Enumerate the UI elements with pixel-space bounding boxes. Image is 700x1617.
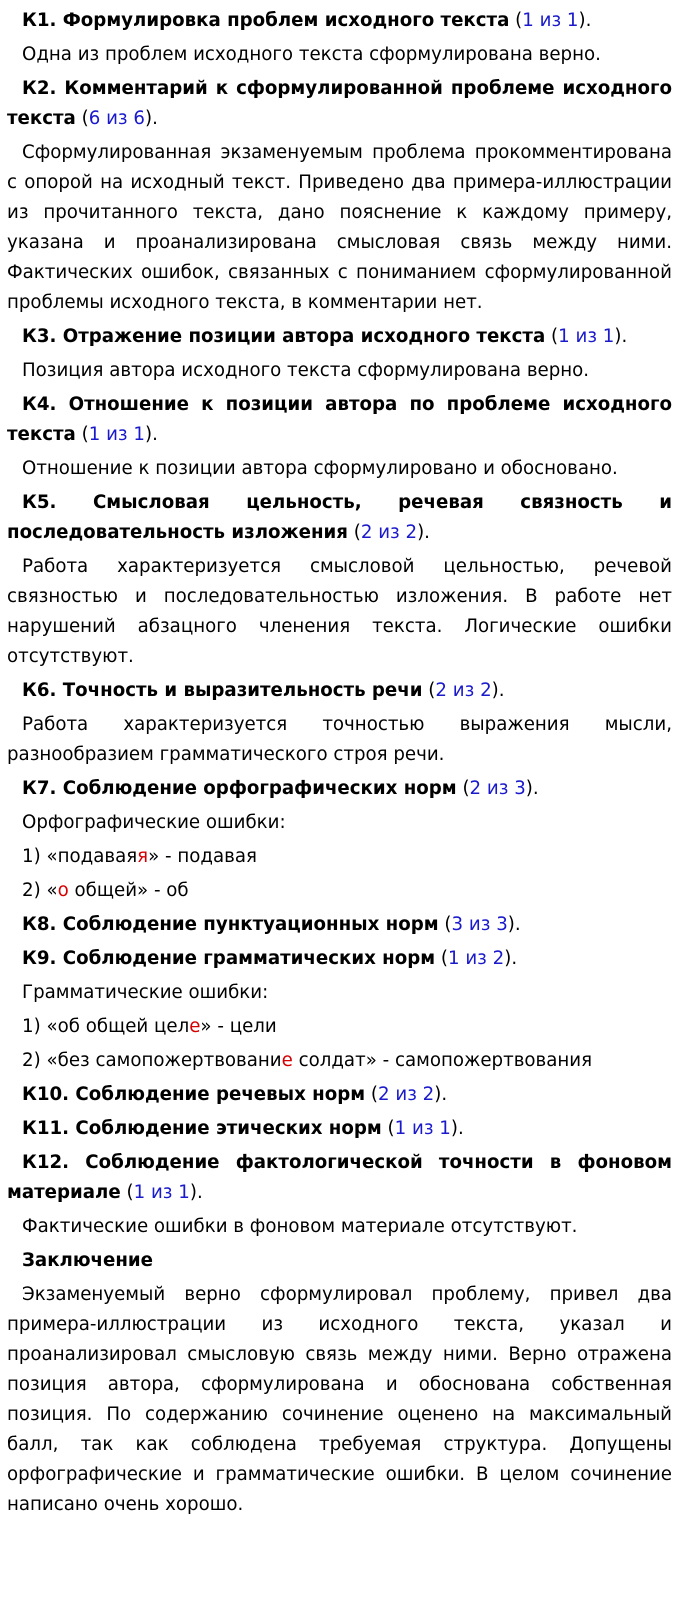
criterion-score: 1 из 1 [522, 10, 579, 31]
criterion-title: К12. Соблюдение фактологической точности в фоновом материале [7, 1152, 672, 1203]
criterion-title: К8. Соблюдение пунктуационных норм [22, 914, 439, 935]
conclusion-text: Экзаменуемый верно сформулировал проблему, привел два примера-иллюстрации из исходного текста, указал и проанализировал смысловую связь между ними. Верно отражена позиция автора, сформулирована и обоснована собственная позиция. По содержанию сочинение оценено на максимальный балл, так как соблюдена требуемая структура. Допущены орфографические и грамматические ошибки. В целом сочинение написано очень хорошо. [7, 1284, 672, 1515]
criterion-k8-heading: К8. Соблюдение пунктуационных норм (3 из 3). [22, 914, 521, 935]
criterion-k5-comment: Работа характеризуется смысловой цельностью, речевой связностью и последовательностью изложения. В работе нет нарушений абзацного членения текста. Логические ошибки отсутствуют. [7, 556, 672, 667]
criterion-k6-heading: К6. Точность и выразительность речи (2 из 2). [22, 680, 505, 701]
spelling-error-item: 2) «о общей» - об [22, 880, 189, 901]
criterion-score: 1 из 1 [133, 1182, 190, 1203]
criterion-k11-heading: К11. Соблюдение этических норм (1 из 1). [22, 1118, 464, 1139]
conclusion-title: Заключение [22, 1250, 154, 1271]
grammar-errors-heading: Грамматические ошибки: [22, 982, 269, 1003]
criterion-k6-comment: Работа характеризуется точностью выражения мысли, разнообразием грамматического строя речи. [7, 714, 672, 765]
conclusion-heading [7, 1246, 672, 1276]
criterion-k5-heading: К5. Смысловая цельность, речевая связность и последовательность изложения (2 из 2). [7, 492, 672, 543]
criterion-k1-comment: Одна из проблем исходного текста сформулирована верно. [22, 44, 601, 65]
criterion-score: 2 из 3 [469, 778, 526, 799]
criterion-title: К2. Комментарий к сформулированной проблеме исходного текста [7, 78, 672, 129]
grammar-error-item: 2) «без самопожертвование солдат» - самопожертвования [22, 1050, 593, 1071]
error-highlight: я [137, 846, 149, 867]
spelling-errors-heading: Орфографические ошибки: [22, 812, 286, 833]
criterion-score: 2 из 2 [378, 1084, 435, 1105]
error-highlight: о [57, 880, 69, 901]
criterion-k9-heading: К9. Соблюдение грамматических норм (1 из 2). [22, 948, 518, 969]
criterion-k12-comment: Фактические ошибки в фоновом материале отсутствуют. [22, 1216, 578, 1237]
criterion-score: 2 из 2 [435, 680, 492, 701]
criterion-title: К3. Отражение позиции автора исходного текста [22, 326, 546, 347]
criterion-title: К4. Отношение к позиции автора по проблеме исходного текста [7, 394, 672, 445]
criterion-k4-heading: К4. Отношение к позиции автора по проблеме исходного текста (1 из 1). [7, 394, 672, 445]
criterion-score: 1 из 1 [394, 1118, 451, 1139]
criterion-title: К10. Соблюдение речевых норм [22, 1084, 366, 1105]
criterion-k3-comment: Позиция автора исходного текста сформулирована верно. [22, 360, 590, 381]
criterion-title: К9. Соблюдение грамматических норм [22, 948, 436, 969]
criterion-score: 1 из 1 [88, 424, 145, 445]
error-highlight: е [189, 1016, 201, 1037]
grammar-error-item: 1) «об общей целе» - цели [22, 1016, 277, 1037]
criterion-title: К1. Формулировка проблем исходного текста [22, 10, 510, 31]
criterion-score: 3 из 3 [451, 914, 508, 935]
criterion-k12-heading: К12. Соблюдение фактологической точности в фоновом материале (1 из 1). [7, 1152, 672, 1203]
criterion-score: 6 из 6 [88, 108, 145, 129]
criterion-k1-heading: К1. Формулировка проблем исходного текста (1 из 1). [22, 10, 592, 31]
criterion-k3-heading: К3. Отражение позиции автора исходного текста (1 из 1). [22, 326, 628, 347]
criterion-title: К5. Смысловая цельность, речевая связность и последовательность изложения [7, 492, 672, 543]
criterion-score: 1 из 1 [558, 326, 615, 347]
criterion-k2-heading: К2. Комментарий к сформулированной проблеме исходного текста (6 из 6). [7, 78, 672, 129]
criterion-k10-heading: К10. Соблюдение речевых норм (2 из 2). [22, 1084, 448, 1105]
criterion-k4-comment: Отношение к позиции автора сформулировано и обосновано. [22, 458, 618, 479]
spelling-error-item: 1) «подаваяя» - подавая [22, 846, 257, 867]
criterion-k7-heading: К7. Соблюдение орфографических норм (2 из 3). [22, 778, 539, 799]
criterion-score: 2 из 2 [360, 522, 418, 543]
criterion-title: К6. Точность и выразительность речи [22, 680, 423, 701]
criterion-k2-comment: Сформулированная экзаменуемым проблема прокомментирована с опорой на исходный текст. Приведено два примера-иллюстрации из прочитанного текста, дано пояснение к каждому примеру, указана и проанализирована смысловая связь между ними. Фактических ошибок, связанных с пониманием сформулированной проблемы исходного текста, в комментарии нет. [7, 142, 672, 313]
criterion-title: К7. Соблюдение орфографических норм [22, 778, 457, 799]
error-highlight: е [281, 1050, 293, 1071]
criterion-title: К11. Соблюдение этических норм [22, 1118, 382, 1139]
criterion-score: 1 из 2 [447, 948, 505, 969]
